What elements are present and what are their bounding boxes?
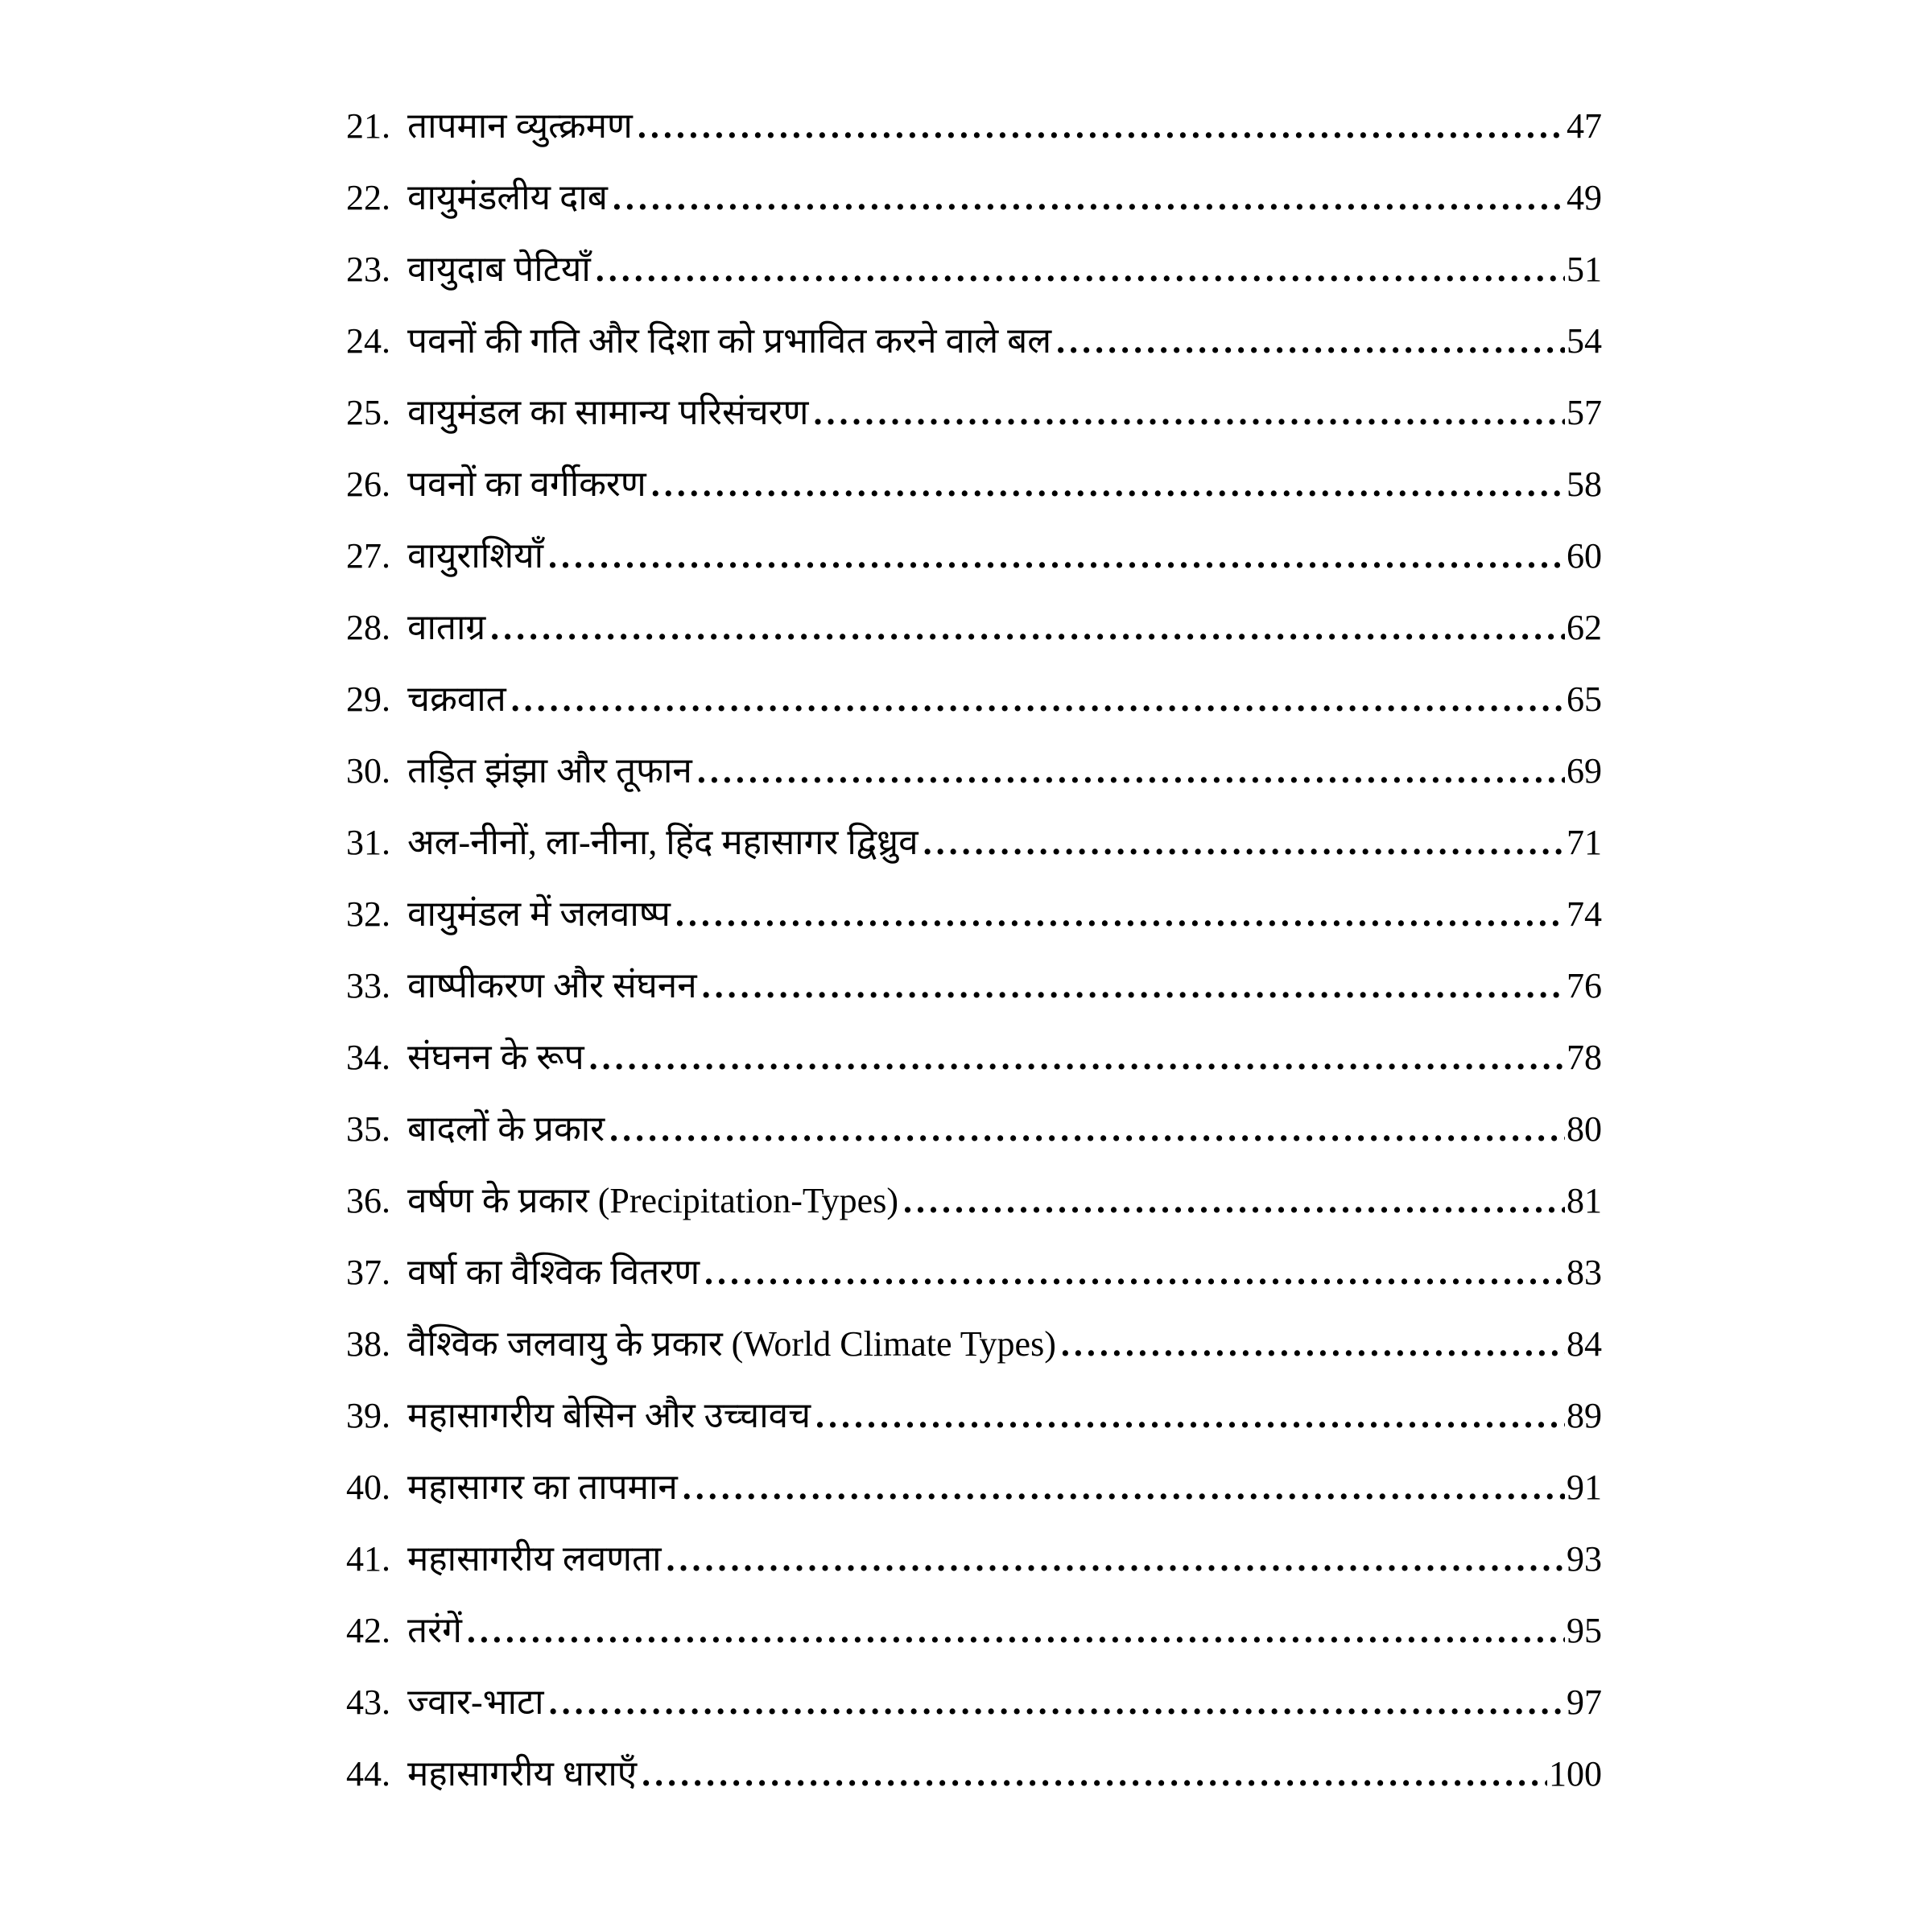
- toc-dotted-leader: [702, 950, 1565, 1022]
- toc-entry-title: महासागरीय लवणता: [407, 1539, 662, 1579]
- toc-entry-number: 32.: [346, 894, 390, 934]
- toc-dotted-leader: [490, 592, 1565, 663]
- toc-entry-row: [346, 1165, 1602, 1236]
- toc-entry-row: [346, 377, 1602, 448]
- toc-entry-number: 28.: [346, 608, 390, 647]
- toc-entry-row: [346, 735, 1602, 807]
- toc-entry-title: तड़ित झंझा और तूफान: [407, 751, 692, 791]
- toc-entry-title: तरंगें: [407, 1611, 462, 1650]
- toc-entry-title: महासागरीय धाराएँ: [407, 1754, 638, 1794]
- toc-dotted-leader: [548, 520, 1565, 592]
- toc-dotted-leader: [511, 663, 1565, 735]
- toc-dotted-leader: [815, 1380, 1565, 1451]
- toc-entry-title: महासागर का तापमान: [407, 1468, 678, 1507]
- toc-entry-row: [346, 1451, 1602, 1523]
- toc-list: [346, 90, 1602, 1810]
- toc-dotted-leader: [923, 807, 1565, 878]
- toc-entry-page-number: 69: [1567, 751, 1602, 791]
- toc-entry-page-number: 83: [1567, 1253, 1602, 1292]
- toc-entry-row: [346, 663, 1602, 735]
- toc-entry-page-number: 71: [1567, 823, 1602, 862]
- toc-entry-page-number: 65: [1567, 679, 1602, 719]
- toc-entry-number: 43.: [346, 1682, 390, 1722]
- toc-entry-page-number: 80: [1567, 1109, 1602, 1149]
- toc-entry-number: 40.: [346, 1468, 390, 1507]
- toc-entry-page-number: 89: [1567, 1396, 1602, 1435]
- toc-entry-title: संघनन के रूप: [407, 1038, 584, 1077]
- toc-entry-page-number: 51: [1567, 250, 1602, 289]
- toc-entry-row: [346, 878, 1602, 950]
- toc-entry-row: [346, 90, 1602, 162]
- toc-entry-row: [346, 520, 1602, 592]
- toc-dotted-leader: [1056, 305, 1565, 377]
- toc-entry-number: 25.: [346, 393, 390, 432]
- toc-entry-row: [346, 1022, 1602, 1093]
- toc-entry-number: 39.: [346, 1396, 390, 1435]
- toc-entry-page-number: 84: [1567, 1324, 1602, 1364]
- toc-entry-number: 41.: [346, 1539, 390, 1579]
- toc-entry-page-number: 93: [1567, 1539, 1602, 1579]
- toc-entry-page-number: 100: [1549, 1754, 1602, 1794]
- toc-dotted-leader: [903, 1165, 1565, 1236]
- toc-entry-row: [346, 1308, 1602, 1380]
- toc-entry-number: 38.: [346, 1324, 390, 1364]
- toc-entry-row: [346, 592, 1602, 663]
- toc-entry-number: 34.: [346, 1038, 390, 1077]
- toc-entry-title: वर्षा का वैश्विक वितरण: [407, 1253, 700, 1292]
- toc-entry-number: 27.: [346, 536, 390, 576]
- toc-entry-number: 24.: [346, 321, 390, 361]
- toc-entry-number: 42.: [346, 1611, 390, 1650]
- toc-entry-page-number: 81: [1567, 1181, 1602, 1220]
- toc-entry-title: पवनों की गति और दिशा को प्रभावित करने वाले बल: [407, 321, 1052, 361]
- toc-entry-row: [346, 1093, 1602, 1165]
- toc-entry-page-number: 47: [1567, 106, 1602, 146]
- toc-entry-title: वाष्पीकरण और संघनन: [407, 966, 697, 1005]
- toc-dotted-leader: [467, 1595, 1565, 1666]
- toc-dotted-leader: [697, 735, 1565, 807]
- toc-dotted-leader: [589, 1022, 1565, 1093]
- toc-entry-title: महासागरीय बेसिन और उच्चावच: [407, 1396, 811, 1435]
- toc-entry-title: वायुमंडलीय दाब: [407, 178, 608, 217]
- toc-entry-number: 35.: [346, 1109, 390, 1149]
- toc-entry-page-number: 60: [1567, 536, 1602, 576]
- toc-entry-page-number: 97: [1567, 1682, 1602, 1722]
- toc-entry-title: वैश्विक जलवायु के प्रकार (World Climate Types): [407, 1324, 1056, 1364]
- toc-entry-title: वर्षण के प्रकार (Precipitation-Types): [407, 1181, 898, 1220]
- toc-entry-title: चक्रवात: [407, 679, 506, 719]
- toc-entry-page-number: 78: [1567, 1038, 1602, 1077]
- toc-dotted-leader: [549, 1666, 1565, 1738]
- toc-entry-title: अल-नीनों, ला-नीना, हिंद महासागर द्विध्रुव: [407, 823, 919, 862]
- toc-entry-row: [346, 1523, 1602, 1595]
- toc-entry-title: वायुराशियाँ: [407, 536, 544, 576]
- toc-entry-row: [346, 1666, 1602, 1738]
- toc-entry-page-number: 57: [1567, 393, 1602, 432]
- toc-entry-title: वायुमंडल का सामान्य परिसंचरण: [407, 393, 809, 432]
- toc-entry-title: ज्वार-भाटा: [407, 1682, 544, 1722]
- toc-dotted-leader: [651, 448, 1565, 520]
- toc-entry-row: [346, 162, 1602, 233]
- toc-entry-number: 26.: [346, 464, 390, 504]
- toc-dotted-leader: [613, 162, 1565, 233]
- toc-dotted-leader: [638, 90, 1565, 162]
- toc-entry-page-number: 49: [1567, 178, 1602, 217]
- toc-dotted-leader: [666, 1523, 1565, 1595]
- toc-entry-row: [346, 1380, 1602, 1451]
- toc-entry-title: वायुदाब पेटियाँ: [407, 250, 591, 289]
- toc-entry-row: [346, 807, 1602, 878]
- toc-entry-title: वाताग्र: [407, 608, 486, 647]
- toc-entry-title: पवनों का वर्गीकरण: [407, 464, 646, 504]
- toc-entry-number: 36.: [346, 1181, 390, 1220]
- toc-entry-row: [346, 448, 1602, 520]
- toc-dotted-leader: [704, 1236, 1565, 1308]
- toc-entry-number: 22.: [346, 178, 390, 217]
- toc-entry-page-number: 54: [1567, 321, 1602, 361]
- toc-dotted-leader: [609, 1093, 1565, 1165]
- toc-entry-number: 37.: [346, 1253, 390, 1292]
- toc-entry-row: [346, 1236, 1602, 1308]
- toc-entry-title: तापमान व्युत्क्रमण: [407, 106, 633, 146]
- toc-entry-row: [346, 1595, 1602, 1666]
- toc-entry-page-number: 58: [1567, 464, 1602, 504]
- toc-entry-page-number: 62: [1567, 608, 1602, 647]
- toc-entry-number: 23.: [346, 250, 390, 289]
- toc-dotted-leader: [683, 1451, 1565, 1523]
- toc-entry-page-number: 95: [1567, 1611, 1602, 1650]
- toc-entry-title: बादलों के प्रकार: [407, 1109, 605, 1149]
- toc-dotted-leader: [1061, 1308, 1565, 1380]
- toc-dotted-leader: [813, 377, 1565, 448]
- toc-entry-row: [346, 305, 1602, 377]
- toc-dotted-leader: [642, 1738, 1547, 1810]
- toc-entry-title: वायुमंडल में जलवाष्प: [407, 894, 671, 934]
- toc-entry-row: [346, 233, 1602, 305]
- toc-entry-number: 30.: [346, 751, 390, 791]
- toc-entry-page-number: 91: [1567, 1468, 1602, 1507]
- toc-entry-page-number: 74: [1567, 894, 1602, 934]
- toc-entry-number: 44.: [346, 1754, 390, 1794]
- toc-entry-page-number: 76: [1567, 966, 1602, 1005]
- toc-dotted-leader: [675, 878, 1565, 950]
- toc-entry-row: [346, 1738, 1602, 1810]
- toc-entry-number: 31.: [346, 823, 390, 862]
- toc-dotted-leader: [596, 233, 1565, 305]
- toc-entry-number: 29.: [346, 679, 390, 719]
- toc-entry-number: 21.: [346, 106, 390, 146]
- toc-entry-row: [346, 950, 1602, 1022]
- toc-entry-number: 33.: [346, 966, 390, 1005]
